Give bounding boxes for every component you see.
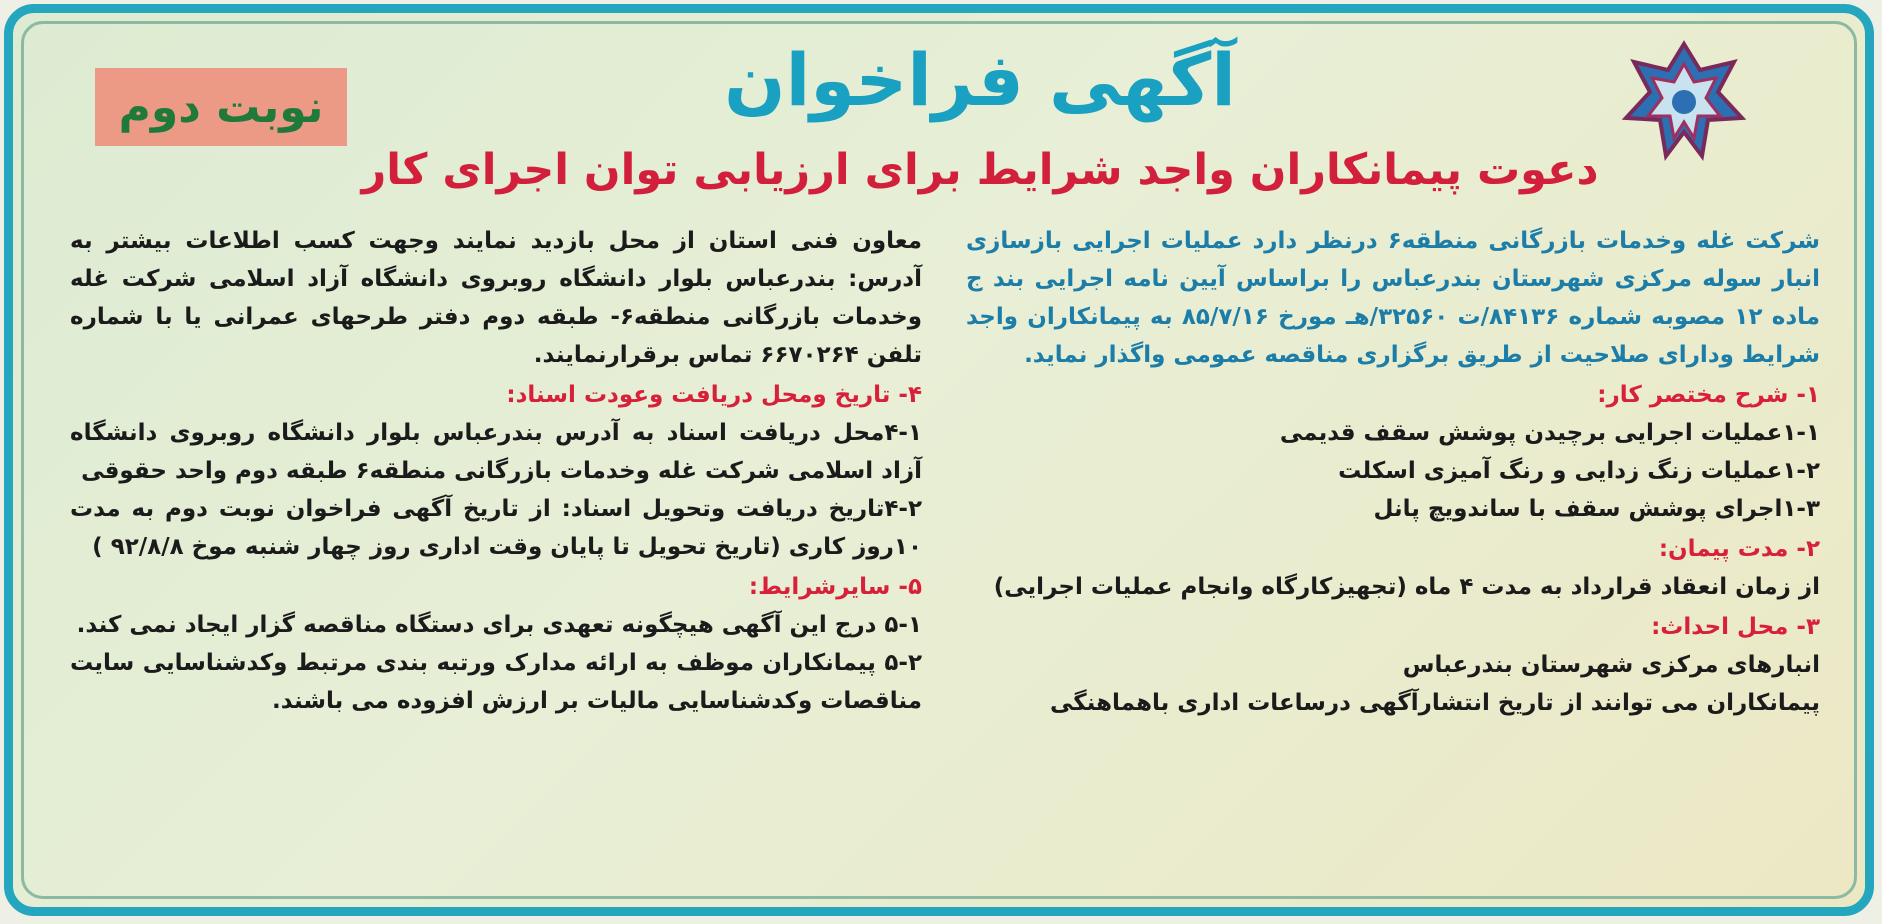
- section-2-heading: ۲- مدت پیمان:: [1658, 536, 1820, 562]
- page-subtitle: دعوت پیمانکاران واجد شرایط برای ارزیابی توان اجرای کار: [361, 145, 1599, 195]
- contact-paragraph: معاون فنی استان از محل بازدید نمایند وجهت کسب اطلاعات بیشتر به آدرس: بندرعباس بلوار دانشگاه روبروی دانشگاه آزاد اسلامی شرکت غله وخدمات بازرگانی منطقه۶- طبقه دوم دفتر طرحهای عمرانی یا با شماره تلفن ۶۶۷۰۲۶۴ تماس برقرارنمایند.: [70, 228, 922, 368]
- project-location: انبارهای مرکزی شهرستان بندرعباس: [1402, 652, 1820, 678]
- condition-item: ۵-۱ درج این آگهی هیچگونه تعهدی برای دستگاه مناقصه گزار ایجاد نمی کند.: [76, 612, 922, 638]
- section-3-heading: ۳- محل احداث:: [1651, 614, 1820, 640]
- organization-logo-icon: [1622, 40, 1746, 164]
- condition-item: ۵-۲ پیمانکاران موظف به ارائه مدارک ورتبه بندی مرتبط وکدشناسایی سایت مناقصات وکدشناسایی مالیات بر ارزش افزوده می باشند.: [70, 650, 922, 714]
- contract-duration: از زمان انعقاد قرارداد به مدت ۴ ماه (تجهیزکارگاه وانجام عملیات اجرایی): [993, 574, 1820, 600]
- work-item: ۱-۲عملیات زنگ زدایی و رنگ آمیزی اسکلت: [1338, 458, 1820, 484]
- section-5-heading: ۵- سایرشرایط:: [748, 574, 922, 600]
- page-title: آگهی فراخوان: [724, 38, 1236, 122]
- visit-note: پیمانکاران می توانند از تاریخ انتشارآگهی درساعات اداری باهماهنگی: [1050, 690, 1820, 716]
- section-1-heading: ۱- شرح مختصر کار:: [1597, 382, 1820, 408]
- round-badge: نوبت دوم: [95, 68, 347, 146]
- intro-paragraph: شرکت غله وخدمات بازرگانی منطقه۶ درنظر دارد عملیات اجرایی بازسازی انبار سوله مرکزی شهرستان بندرعباس را براساس آیین نامه اجرایی بند ج ماده ۱۲ مصوبه شماره ۸۴۱۳۶/ت ۳۲۵۶۰/هـ مورخ ۸۵/۷/۱۶ به پیمانکاران واجد شرایط ودارای صلاحیت از طریق برگزاری مناقصه عمومی واگذار نماید.: [966, 228, 1821, 368]
- document-pickup-location: ۴-۱محل دریافت اسناد به آدرس بندرعباس بلوار دانشگاه روبروی دانشگاه آزاد اسلامی شرکت غله وخدمات بازرگانی منطقه۶ طبقه دوم واحد حقوقی: [70, 420, 922, 484]
- work-item: ۱-۱عملیات اجرایی برچیدن پوشش سقف قدیمی: [1279, 420, 1820, 446]
- right-column: [966, 222, 1820, 722]
- work-item: ۱-۳اجرای پوشش سقف با ساندویچ پانل: [1373, 496, 1820, 522]
- document-dates: ۴-۲تاریخ دریافت وتحویل اسناد: از تاریخ آگهی فراخوان نوبت دوم به مدت ۱۰روز کاری (تاریخ تحویل تا پایان وقت اداری روز چهار شنبه موخ ۹۲/۸/۸ ): [70, 496, 922, 560]
- left-column: [70, 222, 922, 720]
- section-4-heading: ۴- تاریخ ومحل دریافت وعودت اسناد:: [506, 382, 922, 408]
